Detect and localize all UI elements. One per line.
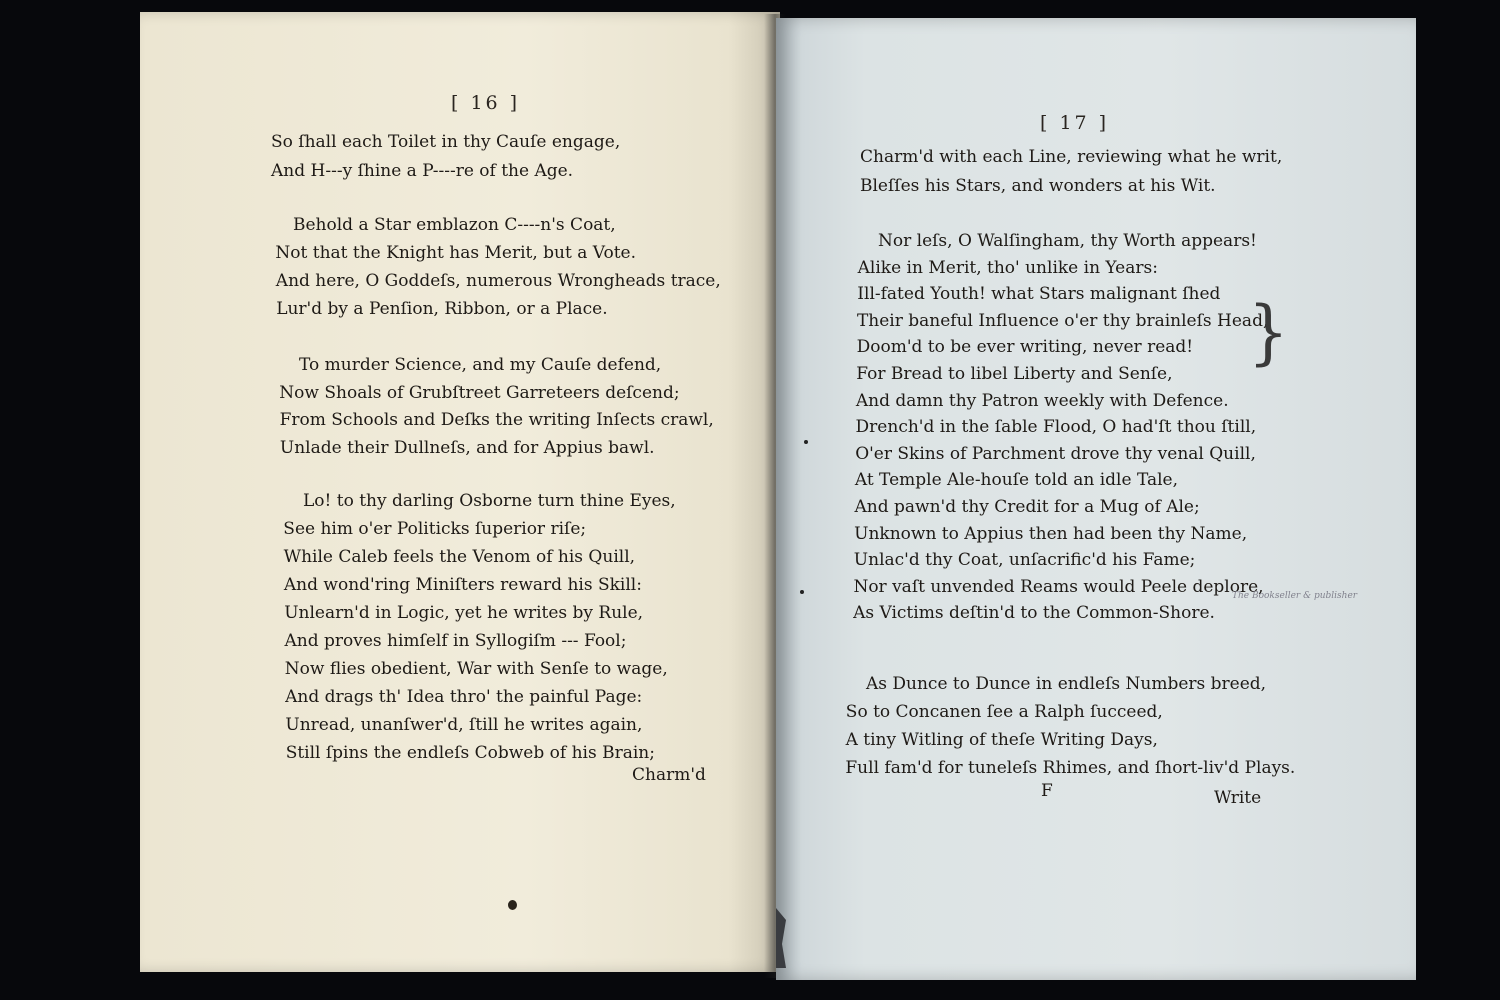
verse-line: Doom'd to be ever writing, never read! [856, 337, 1194, 358]
page-number: [ 17 ] [1040, 112, 1110, 134]
verse-line: Alike in Merit, tho' unlike in Years: [857, 257, 1158, 278]
verse-line: Drench'd in the ſable Flood, O had'ſt thou ſtill, [855, 417, 1257, 438]
verse-line: And H---y ſhine a P----re of the Age. [271, 161, 574, 181]
verse-line: And proves himſelf in Syllogiſm --- Fool; [284, 631, 627, 651]
verse-line: Unlearn'd in Logic, yet he writes by Rule, [284, 603, 644, 623]
verse-line: Unread, unanſwer'd, ſtill he writes again, [285, 715, 643, 735]
verse-line: So to Concanen ſee a Ralph ſucceed, [845, 702, 1163, 722]
verse-line: For Bread to libel Liberty and Senſe, [856, 364, 1173, 384]
verse-line: From Schools and Deſks the writing Inſects crawl, [279, 410, 714, 430]
verse-line: Still ſpins the endleſs Cobweb of his Brain; [285, 743, 655, 763]
page-tear [776, 908, 786, 968]
catchword: Write [1214, 788, 1262, 808]
verse-line: Charm'd with each Line, reviewing what he writ, [860, 147, 1283, 167]
verse-line: Now Shoals of Grubſtreet Garreteers deſcend; [279, 382, 680, 403]
verse-line: As Dunce to Dunce in endleſs Numbers breed, [866, 674, 1267, 694]
verse-line: And pawn'd thy Credit for a Mug of Ale; [854, 497, 1200, 517]
right-page [776, 18, 1416, 980]
verse-line: And here, O Goddeſs, numerous Wrongheads trace, [275, 271, 721, 291]
signature-mark: F [1041, 781, 1053, 801]
verse-line: So ſhall each Toilet in thy Cauſe engage, [271, 132, 621, 152]
verse-line: Not that the Knight has Merit, but a Vote. [275, 243, 637, 263]
verse-line: At Temple Ale-houſe told an idle Tale, [854, 470, 1179, 491]
verse-line: And wond'ring Miniſters reward his Skill: [283, 575, 642, 595]
verse-line: Ill-fated Youth! what Stars malignant ſhed [857, 284, 1221, 305]
catchword: Charm'd [632, 765, 706, 785]
paper-hole [508, 900, 517, 910]
ink-dot [800, 590, 804, 594]
ink-dot [804, 440, 808, 444]
verse-line: Bleſſes his Stars, and wonders at his Wit. [860, 176, 1216, 196]
handwritten-annotation: The Bookseller & publisher [1232, 591, 1358, 601]
verse-line: As Victims deſtin'd to the Common-Shore. [853, 603, 1215, 624]
left-page [140, 12, 780, 972]
verse-line: O'er Skins of Parchment drove thy venal Quill, [855, 443, 1256, 464]
verse-line: Behold a Star emblazon C----n's Coat, [293, 215, 616, 235]
verse-line: And damn thy Patron weekly with Defence. [855, 390, 1229, 411]
verse-line: To murder Science, and my Cauſe defend, [299, 355, 662, 375]
verse-line: Their baneful Influence o'er thy brainleſs Head, [856, 310, 1269, 331]
verse-line: See him o'er Politicks ſuperior riſe; [283, 519, 587, 539]
marginal-brace-mark: } [1248, 292, 1289, 374]
verse-line: A tiny Witling of theſe Writing Days, [845, 730, 1158, 750]
verse-line: While Caleb feels the Venom of his Quill, [283, 547, 636, 567]
verse-line: Nor leſs, O Walſingham, thy Worth appears! [878, 231, 1257, 251]
verse-line: Nor vaſt unvended Reams would Peele deplore, [853, 576, 1264, 597]
verse-line: Now flies obedient, War with Senſe to wage, [284, 659, 668, 679]
verse-line: Full fam'd for tuneleſs Rhimes, and ſhort-liv'd Plays. [845, 758, 1296, 778]
verse-line: Unlac'd thy Coat, unſacrific'd his Fame; [853, 550, 1196, 571]
verse-line: Lur'd by a Penſion, Ribbon, or a Place. [276, 299, 608, 319]
verse-line: Unknown to Appius then had been thy Name, [854, 523, 1248, 544]
verse-line: Lo! to thy darling Osborne turn thine Eyes, [303, 491, 676, 511]
verse-line: Unlade their Dullneſs, and for Appius bawl. [279, 437, 655, 458]
verse-line: And drags th' Idea thro' the painful Page: [285, 687, 643, 707]
page-number: [ 16 ] [451, 92, 521, 114]
